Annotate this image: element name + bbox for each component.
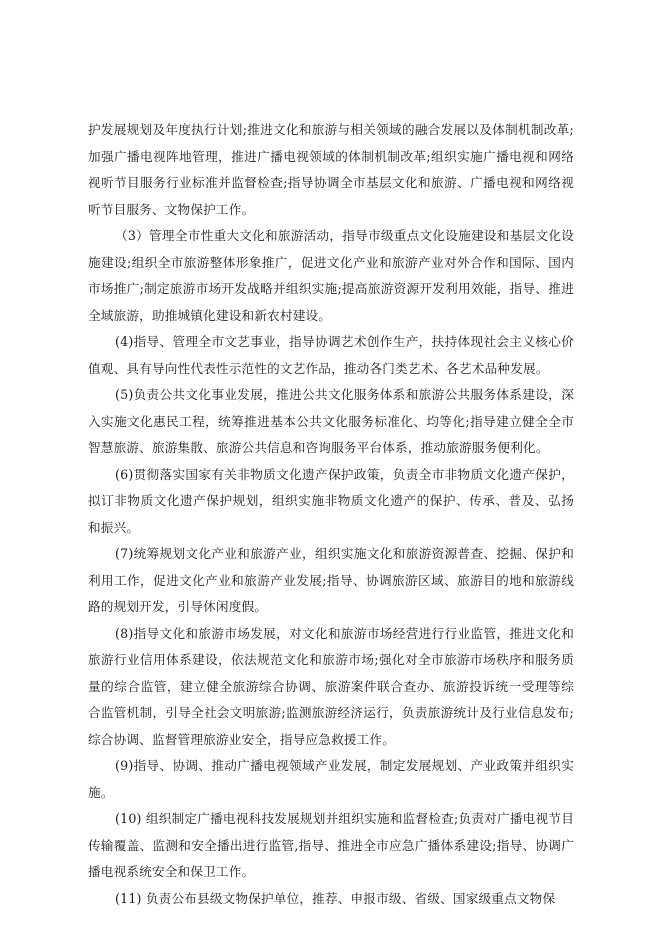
paragraph-item-4: (4)指导、管理全市文艺事业，指导协调艺术创作生产，扶持体现社会主义核心价值观、具有导向性代表性示范性的文艺作品，推动各门类艺术、各艺术品种发展。 [88,334,574,376]
paragraph-item-10: (10) 组织制定广播电视科技发展规划并组织实施和监督检查;负责对广播电视节目传输覆盖、监测和安全播出进行监管,指导、推进全市应急广播体系建设;指导、协调广播电视系统安全和保卫工作。 [88,811,574,879]
paragraph-item-5: (5)负责公共文化事业发展，推进公共文化服务体系和旅游公共服务体系建设，深入实施文化惠民工程，统筹推进基本公共文化服务标准化、均等化;指导建立健全全市智慧旅游、旅游集散、旅游公共信息和咨询服务平台体系，推动旅游服务便利化。 [88,387,574,455]
paragraph-item-3: （3）管理全市性重大文化和旅游活动，指导市级重点文化设施建设和基层文化设施建设;组织全市旅游整体形象推广，促进文化产业和旅游产业对外合作和国际、国内市场推广;制定旅游市场开发战略并组织实施;提高旅游资源开发利用效能，指导、推进全域旅游，助推城镇化建设和新农村建设。 [88,228,574,323]
paragraph-continuation: 护发展规划及年度执行计划;推进文化和旅游与相关领域的融合发展以及体制机制改革;加强广播电视阵地管理，推进广播电视领域的体制机制改革;组织实施广播电视和网络视听节目服务行业标准并监督检查;指导协调全市基层文化和旅游、广播电视和网络视听节目服务、文物保护工作。 [88,122,574,217]
paragraph-item-6: (6)贯彻落实国家有关非物质文化遗产保护政策，负责全市非物质文化遗产保护，拟订非物质文化遗产保护规划，组织实施非物质文化遗产的保护、传承、普及、弘扬和振兴。 [88,466,574,535]
paragraph-item-8: (8)指导文化和旅游市场发展，对文化和旅游市场经营进行行业监管，推进文化和旅游行业信用体系建设，依法规范文化和旅游市场;强化对全市旅游市场秩序和服务质量的综合监管，建立健全旅游综合协调、旅游案件联合查办、旅游投诉统一受理等综合监管机制，引导全社会文明旅游;监测旅游经济运行，负责旅游统计及行业信息发布;综合协调、监督管理旅游业安全，指导应急救援工作。 [88,625,574,747]
document-body [88,117,574,912]
paragraph-item-7: (7)统筹规划文化产业和旅游产业，组织实施文化和旅游资源普查、挖掘、保护和利用工作，促进文化产业和旅游产业发展;指导、协调旅游区域、旅游目的地和旅游线路的规划开发，引导休闲度假。 [88,546,574,614]
paragraph-item-9: (9)指导、协调、推动广播电视领域产业发展，制定发展规划、产业政策并组织实施。 [88,758,574,800]
paragraph-item-11: (11) 负责公布县级文物保护单位，推荐、申报市级、省级、国家级重点文物保 [115,890,556,906]
